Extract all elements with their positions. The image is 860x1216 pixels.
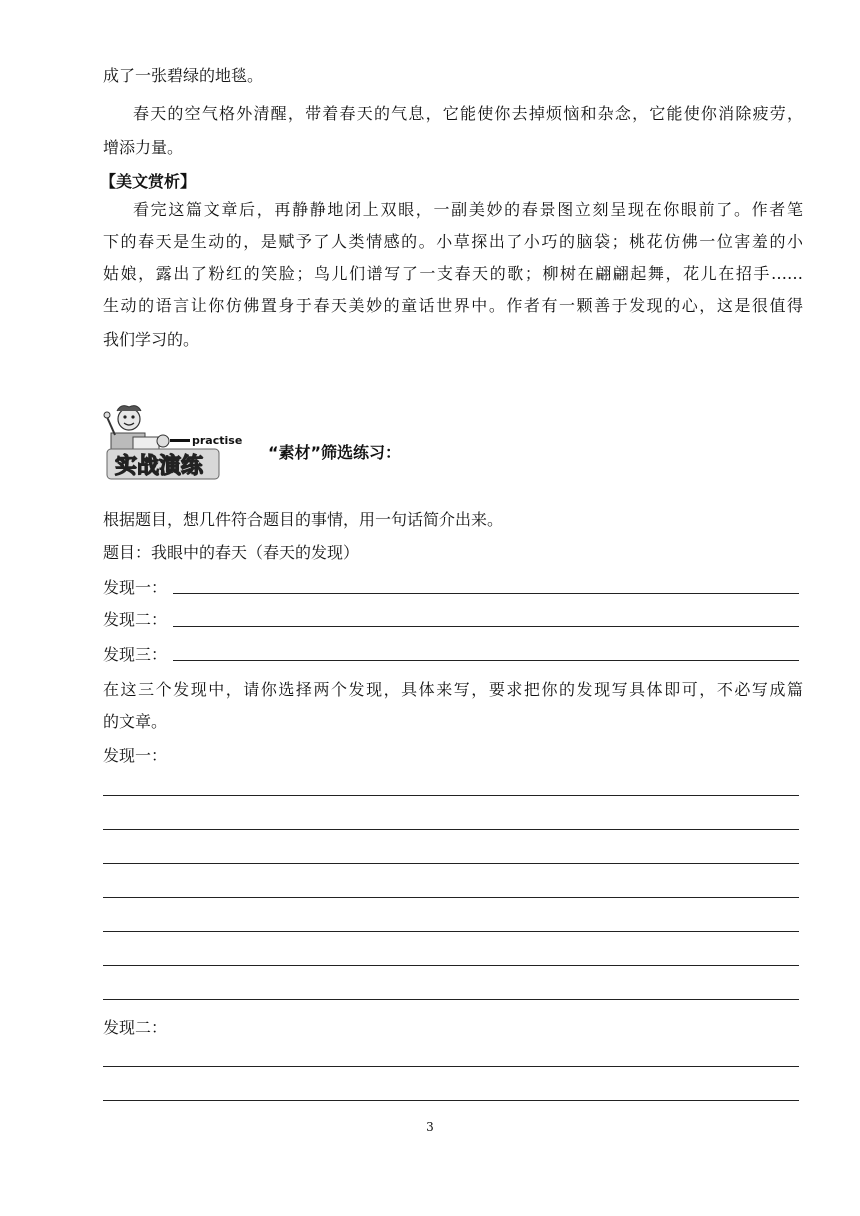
page-number: 3 [426, 1120, 434, 1134]
writing-line[interactable] [103, 965, 799, 966]
task-line-2: 的文章。 [103, 712, 168, 731]
writing-line[interactable] [103, 999, 799, 1000]
analysis-line-3: 姑娘，露出了粉红的笑脸；鸟儿们谱写了一支春天的歌；柳树在翩翩起舞，花儿在招手…… [103, 264, 803, 283]
writing-line[interactable] [103, 897, 799, 898]
banner-chinese-text: 实战演练 [115, 454, 204, 479]
s-badge-icon [157, 435, 169, 447]
discovery-answer-line-3[interactable] [173, 660, 799, 661]
instruction-text: 根据题目，想几件符合题目的事情，用一句话简介出来。 [103, 510, 504, 529]
discovery-label-1: 发现一： [103, 578, 168, 597]
writing-label-2: 发现二： [103, 1018, 168, 1037]
writing-line[interactable] [103, 931, 799, 932]
practice-banner-graphic [103, 403, 253, 481]
section-heading: 【美文赏析】 [100, 172, 197, 191]
analysis-line-1: 看完这篇文章后，再静静地闭上双眼，一副美妙的春景图立刻呈现在你眼前了。作者笔 [133, 200, 803, 219]
analysis-line-4: 生动的语言让你仿佛置身于春天美妙的童话世界中。作者有一颗善于发现的心，这是很值得 [103, 296, 803, 315]
banner-title: “素材”筛选练习： [268, 443, 402, 462]
writing-line[interactable] [103, 863, 799, 864]
writing-line[interactable] [103, 1066, 799, 1067]
continuation-line: 成了一张碧绿的地毯。 [103, 66, 264, 85]
task-line-1: 在这三个发现中，请你选择两个发现，具体来写，要求把你的发现写具体即可，不必写成篇 [103, 680, 803, 699]
analysis-line-2: 下的春天是生动的，是赋予了人类情感的。小草探出了小巧的脑袋；桃花仿佛一位害羞的小 [103, 232, 803, 251]
writing-line[interactable] [103, 795, 799, 796]
discovery-answer-line-1[interactable] [173, 593, 799, 594]
discovery-label-2: 发现二： [103, 610, 168, 629]
discovery-answer-line-2[interactable] [173, 626, 799, 627]
discovery-label-3: 发现三： [103, 645, 168, 664]
writing-label-1: 发现一： [103, 746, 168, 765]
writing-line[interactable] [103, 829, 799, 830]
air-paragraph-line-1: 春天的空气格外清醒，带着春天的气息，它能使你去掉烦恼和杂念，它能使你消除疲劳， [133, 104, 803, 123]
writing-line[interactable] [103, 1100, 799, 1101]
practice-banner [103, 403, 253, 481]
analysis-line-5: 我们学习的。 [103, 330, 200, 349]
banner-english-text: practise [192, 434, 243, 447]
topic-text: 题目：我眼中的春天（春天的发现） [103, 543, 360, 562]
air-paragraph-line-2: 增添力量。 [103, 138, 184, 157]
